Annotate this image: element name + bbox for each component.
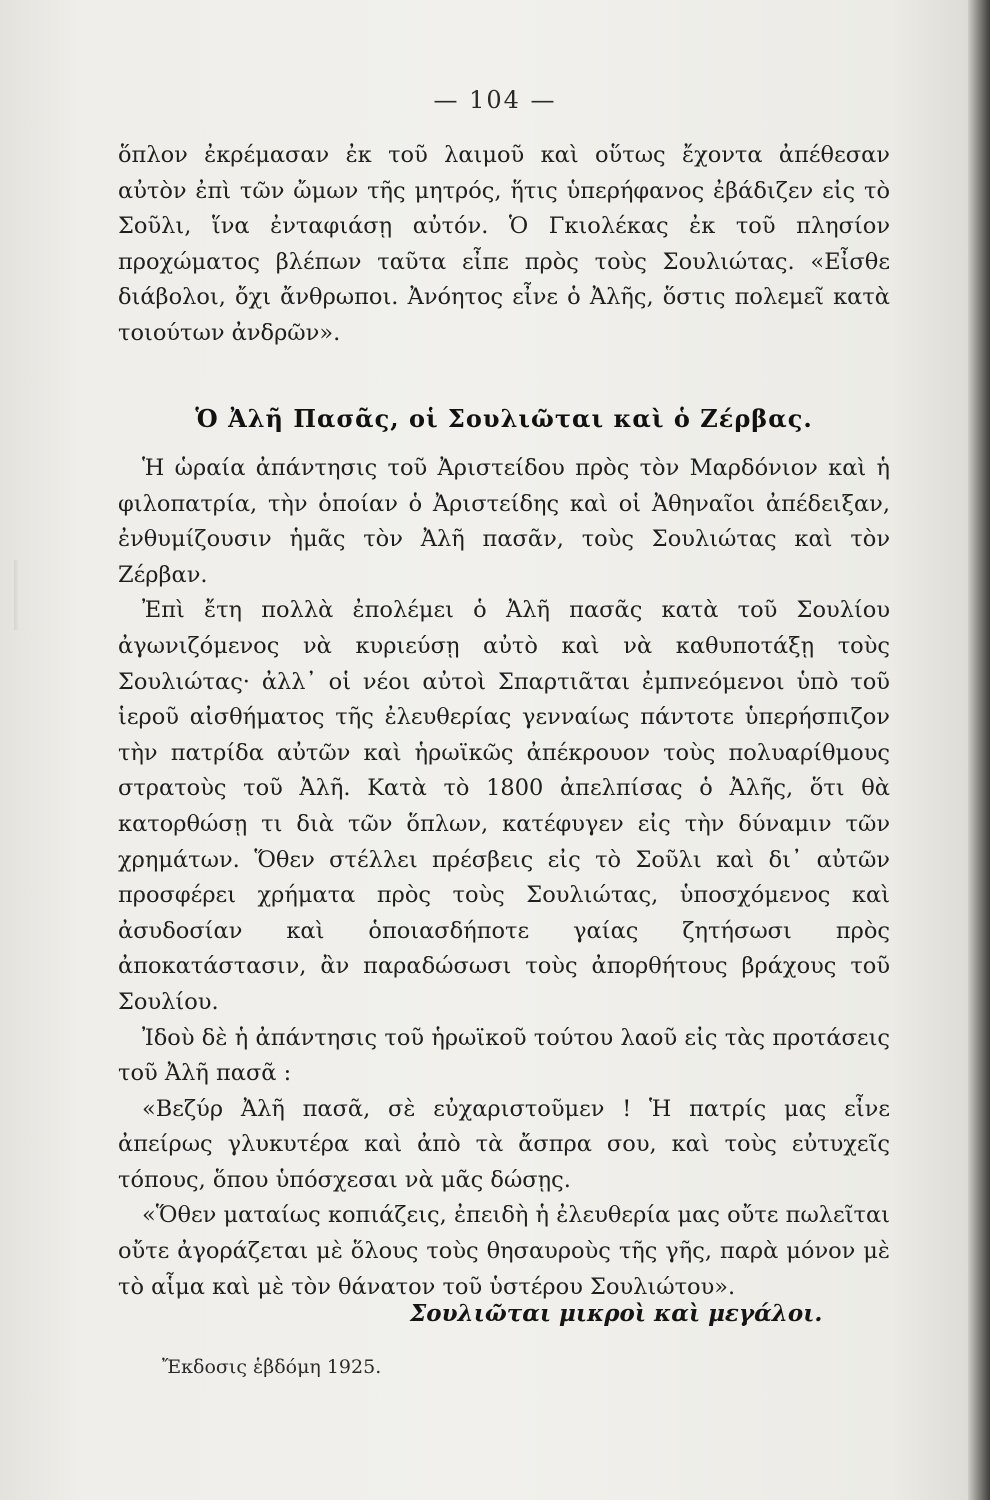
paragraph: Ἰδοὺ δὲ ἡ ἀπάντησις τοῦ ἡρωϊκοῦ τούτου λαοῦ εἰς τὰς προτάσεις τοῦ Ἀλῆ πασᾶ : <box>118 1024 890 1087</box>
paragraph: Ἡ ὡραία ἀπάντησις τοῦ Ἀριστείδου πρὸς τὸν Μαρδόνιον καὶ ἡ φιλοπατρία, τὴν ὁποίαν ὁ Ἀριστείδης καὶ οἱ Ἀθηναῖοι ἀπέδειξαν, ἐνθυμίζουσιν ἡμᾶς τὸν Ἀλῆ πασᾶν, τοὺς Σουλιώτας καὶ τὸν Ζέρβαν. <box>118 455 890 588</box>
book-spine-shadow <box>968 0 990 1500</box>
page-number: — 104 — <box>433 86 557 114</box>
quote-paragraph: «Ὅθεν ματαίως κοπιάζεις, ἐπειδὴ ἡ ἐλευθερία μας οὔτε πωλεῖται οὔτε ἀγοράζεται μὲ ὅλους τοὺς θησαυροὺς τῆς γῆς, παρὰ μόνον μὲ τὸ αἷμα καὶ μὲ τὸν θάνατον τοῦ ὑστέρου Σουλιώτου». <box>118 1202 890 1300</box>
paragraph: ὅπλον ἐκρέμασαν ἐκ τοῦ λαιμοῦ καὶ οὕτως ἔχοντα ἀπέθεσαν αὐτὸν ἐπὶ τῶν ὤμων τῆς μητρός, ἥτις ὑπερήφανος ἐβάδιζεν εἰς τὸ Σοῦλι, ἵνα ἐνταφιάσῃ αὐτόν. Ὁ Γκιολέκας ἐκ τοῦ πλησίον προχώματος βλέπων ταῦτα εἶπε πρὸς τοὺς Σουλιώτας. «Εἶσθε διάβολοι, ὄχι ἄνθρωποι. Ἀνόητος εἶνε ὁ Ἀλῆς, ὅστις πολεμεῖ κατὰ τοιούτων ἀνδρῶν». <box>118 142 890 346</box>
page-edge-mark <box>14 560 20 630</box>
section-heading: Ὁ Ἀλῆ Πασᾶς, οἱ Σουλιῶται καὶ ὁ Ζέρβας. <box>195 404 813 433</box>
section-text-block <box>118 451 890 1305</box>
signature: Σουλιῶται μικροὶ καὶ μεγάλοι. <box>410 1300 823 1327</box>
edition-note: Ἔκδοσις ἑβδόμη 1925. <box>162 1356 382 1378</box>
paragraph: Ἐπὶ ἔτη πολλὰ ἐπολέμει ὁ Ἀλῆ πασᾶς κατὰ τοῦ Σουλίου ἀγωνιζόμενος νὰ κυριεύσῃ αὐτὸ καὶ νὰ καθυποτάξῃ τοὺς Σουλιώτας· ἀλλ᾽ οἱ νέοι αὐτοὶ Σπαρτιᾶται ἐμπνεόμενοι ὑπὸ τοῦ ἱεροῦ αἰσθήματος τῆς ἐλευθερίας γενναίως πάντοτε ὑπερήσπιζον τὴν πατρίδα αὐτῶν καὶ ἡρωϊκῶς ἀπέκρουον τοὺς πολυαρίθμους στρατοὺς τοῦ Ἀλῆ. Κατὰ τὸ 1800 ἀπελπίσας ὁ Ἀλῆς, ὅτι θὰ κατορθώσῃ τι διὰ τῶν ὅπλων, κατέφυγεν εἰς τὴν δύναμιν τῶν χρημάτων. Ὅθεν στέλλει πρέσβεις εἰς τὸ Σοῦλι καὶ δι᾽ αὐτῶν προσφέρει χρήματα πρὸς τοὺς Σουλιώτας, ὑποσχόμενος καὶ ἀσυδοσίαν καὶ ὁποιασδήποτε γαίας ζητήσωσι πρὸς ἀποκατάστασιν, ἂν παραδώσωσι τοὺς ἀπορθήτους βράχους τοῦ Σουλίου. <box>118 597 890 1015</box>
intro-text-block <box>118 138 890 352</box>
quote-paragraph: «Βεζύρ Ἀλῆ πασᾶ, σὲ εὐχαριστοῦμεν ! Ἡ πατρίς μας εἶνε ἀπείρως γλυκυτέρα καὶ ἀπὸ τὰ ἄσπρα σου, καὶ τοὺς εὐτυχεῖς τόπους, ὅπου ὑπόσχεσαι νὰ μᾶς δώσῃς. <box>118 1095 890 1193</box>
